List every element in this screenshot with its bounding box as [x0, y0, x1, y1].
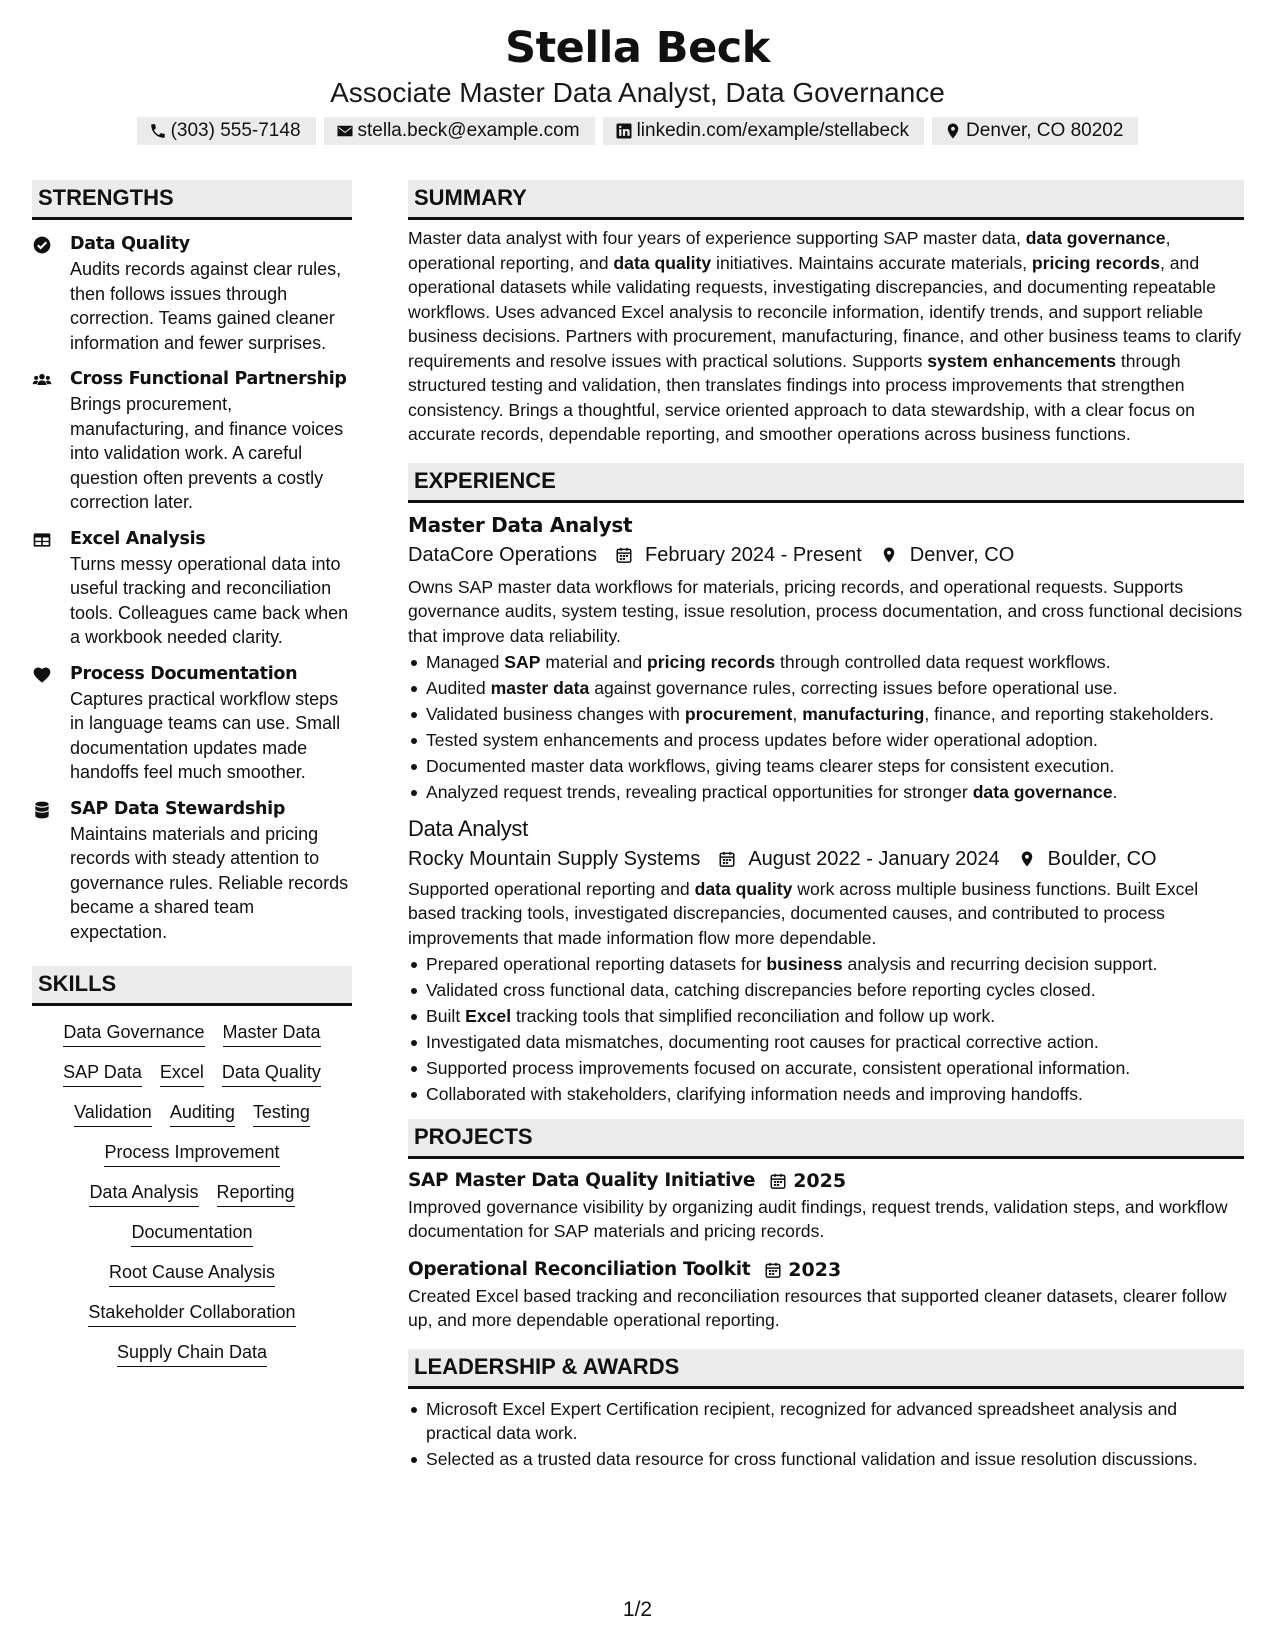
contact-location	[932, 117, 1138, 145]
bullet-item: Audited master data against governance rules, correcting issues before operational use.	[408, 676, 1244, 701]
skill-row	[32, 1140, 352, 1167]
contact-linkedin[interactable]	[603, 117, 924, 145]
strength-title: SAP Data Stewardship	[70, 798, 286, 819]
project-header	[408, 1256, 1244, 1284]
emphasis-text: data quality	[694, 878, 793, 899]
skill-row	[32, 1340, 352, 1367]
summary-text: Master data analyst with four years of experience supporting SAP master data, data governance, operational reporting, and data quality initiatives. Maintains accurate materials, pricing records, and operational datasets while validating requests, investigating discrepancies, and documenting repeatable workflows. Uses advanced Excel analysis to reconcile information, identify trends, and support reliable business decisions. Partners with procurement, manufacturing, finance, and other business teams to clarify requirements and resolve issues with practical solutions. Supports system enhancements through structured testing and validation, then translates findings into process improvements that strengthen consistency. Brings a thoughtful, service oriented approach to data stewardship, with a clear focus on accurate records, dependable reporting, and smoother operations across business functions.	[408, 228, 1242, 444]
job-entry	[408, 815, 1244, 1107]
emphasis-text: master data	[490, 678, 590, 698]
calendar-icon	[615, 546, 633, 564]
strength-desc: Turns messy operational data into useful tracking and reconciliation tools. Colleagues came back when a workbook needed clarity.	[70, 553, 349, 647]
strength-desc: Audits records against clear rules, then follows issues through correction. Teams gained cleaner information and fewer surprises.	[70, 259, 342, 353]
emphasis-text: Excel	[465, 1006, 512, 1026]
strengths-heading: STRENGTHS	[32, 180, 352, 220]
email-text: stella.beck@example.com	[357, 120, 580, 141]
strength-desc: Brings procurement, manufacturing, and finance voices into validation work. A careful question often prevents a costly correction later.	[70, 394, 344, 512]
skill-tag: SAP Data	[63, 1060, 142, 1087]
strength-title: Data Quality	[70, 234, 190, 254]
strength-title: Cross Functional Partnership	[70, 369, 347, 389]
check-circle-icon	[32, 235, 52, 255]
skill-tag: Stakeholder Collaboration	[88, 1300, 295, 1327]
job-location: Boulder, CO	[1047, 847, 1157, 870]
right-column	[408, 180, 1244, 1473]
job-location: Denver, CO	[909, 543, 1015, 566]
strength-desc: Captures practical workflow steps in language teams can use. Small documentation updates made handoffs feel much smoother.	[70, 688, 341, 782]
skill-tag: Reporting	[217, 1180, 295, 1207]
skill-tag: Testing	[253, 1100, 310, 1127]
job-description: Supported operational reporting and data quality work across multiple business functions. Built Excel based tracking tools, investigated discrepancies, documented causes, and contributed to process improvements that made information flow more dependable.	[408, 878, 1199, 948]
strength-desc: Maintains materials and pricing records with steady attention to governance rules. Reliable records became a shared team expectation.	[70, 823, 349, 942]
bullet-item: Built Excel tracking tools that simplified reconciliation and follow up work.	[408, 1004, 1244, 1029]
emphasis-text: data governance	[972, 782, 1113, 802]
project-description: Improved governance visibility by organizing audit findings, request trends, validation steps, and workflow documentation for SAP materials and pricing records.	[408, 1196, 1228, 1241]
emphasis-text: business	[766, 954, 843, 974]
strength-item	[32, 232, 352, 355]
contact-phone[interactable]	[137, 117, 316, 145]
job-title: Master Data Analyst	[408, 512, 633, 537]
resume-header	[0, 20, 1275, 145]
project-year: 2023	[788, 1258, 842, 1281]
skill-tag: Process Improvement	[104, 1140, 279, 1167]
bullet-item: Investigated data mismatches, documenting root causes for practical corrective action.	[408, 1030, 1244, 1055]
bullet-item: Collaborated with stakeholders, clarifying information needs and improving handoffs.	[408, 1082, 1244, 1107]
calendar-icon	[769, 1172, 787, 1190]
database-icon	[32, 800, 52, 820]
projects-heading: PROJECTS	[408, 1119, 1244, 1159]
location-text: Denver, CO 80202	[966, 120, 1124, 141]
project-description: Created Excel based tracking and reconciliation resources that supported cleaner datasets, clearer follow up, and more dependable operational reporting.	[408, 1285, 1227, 1330]
skill-row	[32, 1180, 352, 1207]
skill-tag: Data Analysis	[89, 1180, 198, 1207]
emphasis-text: data governance	[1025, 228, 1166, 248]
project-entry	[408, 1256, 1244, 1333]
skill-tag: Supply Chain Data	[117, 1340, 267, 1367]
skill-row	[32, 1260, 352, 1287]
job-description: Owns SAP master data workflows for materials, pricing records, and operational requests. Supports governance audits, system testing, issue resolution, process documentation, and cross functional decisions that improve data reliability.	[408, 576, 1243, 646]
skill-row	[32, 1100, 352, 1127]
emphasis-text: system enhancements	[927, 350, 1116, 371]
map-pin-icon	[880, 546, 898, 564]
calendar-icon	[718, 850, 736, 868]
experience-heading: EXPERIENCE	[408, 463, 1244, 503]
skill-row	[32, 1020, 352, 1047]
project-entry	[408, 1167, 1244, 1244]
emphasis-text: manufacturing	[802, 704, 925, 724]
page-number: 1/2	[622, 1598, 653, 1621]
bullet-item: Microsoft Excel Expert Certification recipient, recognized for advanced spreadsheet analysis and practical data work.	[408, 1397, 1244, 1446]
skill-row	[32, 1300, 352, 1327]
calendar-icon	[764, 1261, 782, 1279]
job-dates: August 2022 - January 2024	[748, 847, 1000, 870]
skill-tag: Root Cause Analysis	[109, 1260, 275, 1287]
skill-tag: Data Governance	[63, 1020, 204, 1047]
bullet-item: Supported process improvements focused on accurate, consistent operational information.	[408, 1056, 1244, 1081]
skill-tag: Documentation	[131, 1220, 252, 1247]
envelope-icon	[336, 122, 354, 140]
users-icon	[32, 370, 52, 390]
job-company: Rocky Mountain Supply Systems	[408, 847, 701, 870]
map-pin-icon	[944, 122, 962, 140]
project-year: 2025	[793, 1169, 847, 1192]
job-dates: February 2024 - Present	[644, 543, 862, 566]
job-company: DataCore Operations	[408, 543, 597, 566]
skill-row	[32, 1060, 352, 1087]
skills-heading: SKILLS	[32, 966, 352, 1006]
skills-list	[32, 1020, 352, 1367]
emphasis-text: pricing records	[647, 652, 776, 672]
phone-icon	[149, 122, 167, 140]
summary-heading: SUMMARY	[408, 180, 1244, 220]
bullet-item: Validated business changes with procurement, manufacturing, finance, and reporting stakeholders.	[408, 702, 1244, 727]
skill-tag: Auditing	[170, 1100, 235, 1127]
bullet-item: Prepared operational reporting datasets for business analysis and recurring decision support.	[408, 952, 1244, 977]
strength-title: Excel Analysis	[70, 528, 206, 549]
contact-bar	[0, 117, 1275, 145]
strength-item	[32, 662, 352, 785]
emphasis-text: SAP	[504, 652, 541, 672]
emphasis-text: pricing records	[1031, 252, 1160, 273]
awards-heading: LEADERSHIP & AWARDS	[408, 1349, 1244, 1389]
bullet-item: Tested system enhancements and process updates before wider operational adoption.	[408, 728, 1244, 753]
bullet-item: Documented master data workflows, giving teams clearer steps for consistent execution.	[408, 754, 1244, 779]
candidate-title: Associate Master Data Analyst, Data Governance	[330, 77, 945, 108]
project-name: Operational Reconciliation Toolkit	[408, 1258, 751, 1280]
skill-tag: Data Quality	[222, 1060, 321, 1087]
map-pin-icon	[1018, 850, 1036, 868]
heart-icon	[32, 665, 52, 685]
emphasis-text: procurement	[684, 704, 793, 724]
strength-item	[32, 367, 352, 515]
linkedin-icon	[615, 122, 633, 140]
bullet-item: Analyzed request trends, revealing practical opportunities for stronger data governance.	[408, 780, 1244, 805]
strength-item	[32, 797, 352, 945]
job-title: Data Analyst	[408, 815, 528, 841]
bullet-item: Managed SAP material and pricing records through controlled data request workflows.	[408, 650, 1244, 675]
skill-tag: Excel	[160, 1060, 204, 1087]
job-meta	[408, 845, 1244, 873]
bullet-item: Validated cross functional data, catching discrepancies before reporting cycles closed.	[408, 978, 1244, 1003]
skill-tag: Master Data	[223, 1020, 321, 1047]
skill-row	[32, 1220, 352, 1247]
emphasis-text: data quality	[613, 252, 712, 273]
candidate-name: Stella Beck	[505, 23, 770, 73]
contact-email[interactable]	[324, 117, 595, 145]
strength-title: Process Documentation	[70, 663, 298, 684]
project-name: SAP Master Data Quality Initiative	[408, 1169, 756, 1191]
skill-tag: Validation	[74, 1100, 152, 1127]
project-header	[408, 1167, 1244, 1195]
table-icon	[32, 530, 52, 550]
job-bullets	[408, 650, 1244, 805]
bullet-item: Selected as a trusted data resource for cross functional validation and issue resolution discussions.	[408, 1447, 1244, 1472]
linkedin-text: linkedin.com/example/stellabeck	[636, 120, 910, 141]
job-bullets	[408, 952, 1244, 1107]
job-entry	[408, 511, 1244, 805]
left-column	[32, 180, 352, 1380]
job-meta	[408, 541, 1244, 569]
awards-list	[408, 1397, 1244, 1472]
strength-item	[32, 527, 352, 650]
phone-text: (303) 555-7148	[170, 120, 301, 141]
